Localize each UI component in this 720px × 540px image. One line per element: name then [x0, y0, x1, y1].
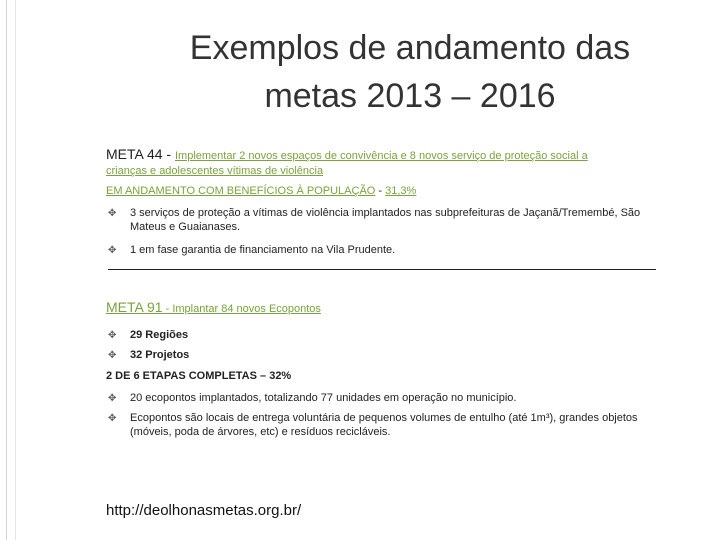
meta44-status-separator: -	[375, 185, 386, 197]
meta91-bold-bullet-1	[106, 328, 676, 342]
left-decorative-rule	[6, 0, 16, 540]
bullet-icon: ✥	[108, 350, 117, 361]
meta44-description-line1[interactable]: Implementar 2 novos espaços de convivência e 8 novos serviço de proteção social a	[175, 150, 588, 162]
section-divider	[108, 269, 656, 270]
meta44-status-percent[interactable]: 31,3%	[385, 185, 417, 197]
meta44-bullet-1	[106, 206, 676, 234]
meta91-bold-bullet-1-text: 29 Regiões	[130, 329, 189, 341]
slide-content	[106, 146, 676, 439]
meta91-label[interactable]: META 91	[106, 299, 163, 315]
meta44-description-cont	[106, 164, 676, 178]
bullet-icon: ✥	[108, 208, 117, 219]
meta91-header	[106, 299, 676, 317]
meta91-bold-bullet-2	[106, 348, 676, 362]
meta44-bullet-2	[106, 243, 676, 257]
bullet-icon: ✥	[108, 413, 117, 424]
meta44-separator: -	[162, 146, 175, 162]
meta44-status	[106, 184, 676, 198]
slide-title	[110, 24, 710, 120]
bullet-icon: ✥	[108, 245, 117, 256]
meta44-bullet-1-text: 3 serviços de proteção a vítimas de violência implantados nas subprefeituras de Jaçanã/Tremembé, São Mateus e Guaianases.	[130, 207, 641, 233]
meta91-bullet-2	[106, 411, 676, 439]
meta44-status-text[interactable]: EM ANDAMENTO COM BENEFÍCIOS À POPULAÇÃO	[106, 185, 376, 197]
meta91-bullet-1	[106, 391, 676, 405]
title-line-1: Exemplos de andamento das	[189, 29, 631, 67]
bullet-icon: ✥	[108, 393, 117, 404]
meta44-label: META 44	[106, 146, 163, 162]
meta44-description-line2[interactable]: crianças e adolescentes vítimas de violência	[106, 165, 324, 177]
meta91-description[interactable]: Implantar 84 novos Ecopontos	[172, 303, 321, 315]
meta91-bullet-2-text: Ecopontos são locais de entrega voluntária de pequenos volumes de entulho (até 1m³), grandes objetos (móveis, poda de árvores, etc) e resíduos recicláveis.	[130, 412, 638, 438]
meta91-bold-bullet-2-text: 32 Projetos	[130, 349, 190, 361]
meta91-separator: -	[162, 303, 173, 315]
meta91-status: 2 DE 6 ETAPAS COMPLETAS – 32%	[106, 370, 292, 382]
footer-url[interactable]: http://deolhonasmetas.org.br/	[106, 502, 302, 519]
meta91-bullet-1-text: 20 ecopontos implantados, totalizando 77 unidades em operação no município.	[130, 392, 517, 404]
bullet-icon: ✥	[108, 330, 117, 341]
title-line-2: metas 2013 – 2016	[264, 77, 556, 115]
meta44-bullet-2-text: 1 em fase garantia de financiamento na Vila Prudente.	[130, 244, 396, 256]
meta44-header	[106, 146, 676, 164]
